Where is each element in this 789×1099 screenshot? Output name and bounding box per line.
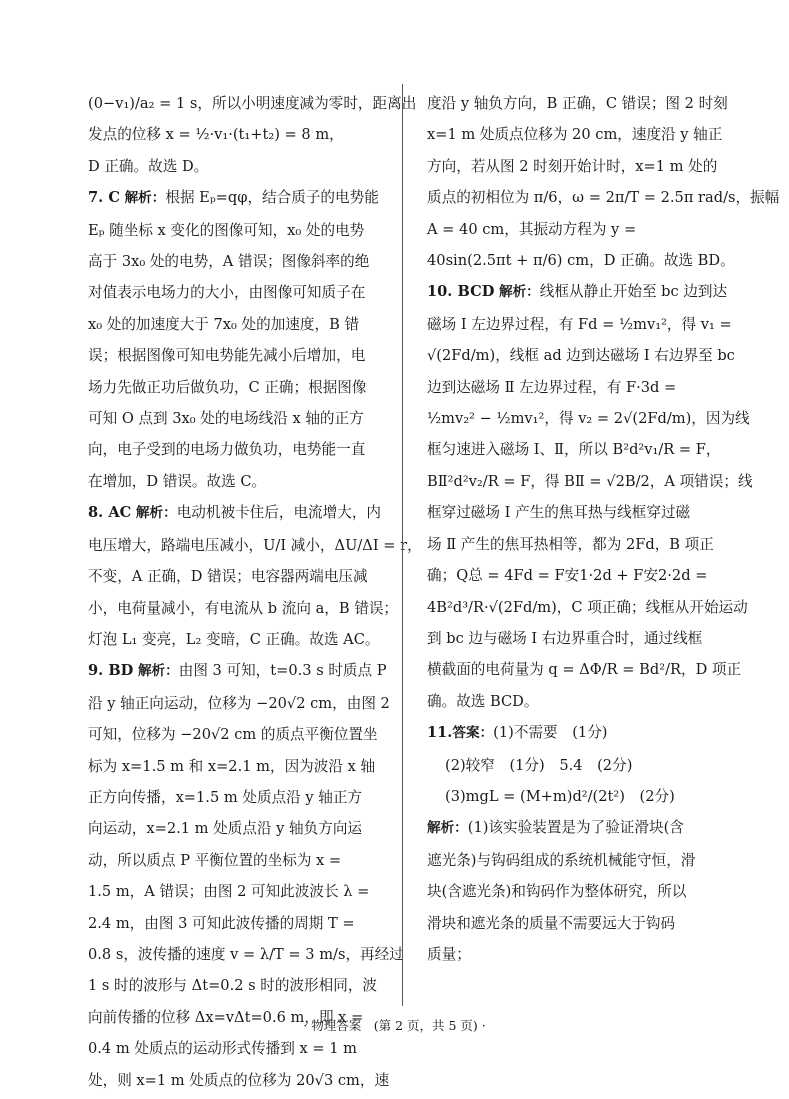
analysis-label: 解析： (427, 820, 468, 837)
text-line: 遮光条)与钩码组成的系统机械能守恒，滑 (427, 851, 696, 869)
text-line: (0−v₁)/a₂ = 1 s，所以小明速度减为零时，距离出 (88, 95, 417, 112)
question-number: 8. AC (88, 504, 132, 522)
text-line (427, 717, 723, 749)
text-line: 可知 O 点到 3x₀ 处的电场线沿 x 轴的正方 (88, 410, 364, 428)
analysis-label: 解析： (124, 190, 166, 207)
text-line: 小，电荷量减小，有电流从 b 流向 a，B 错误； (88, 599, 399, 617)
text-line: 灯泡 L₁ 变亮，L₂ 变暗，C 正确。故选 AC。 (88, 630, 380, 648)
text-line: 边到达磁场 Ⅱ 左边界过程，有 F·3d = (427, 378, 677, 396)
text-line (88, 655, 390, 687)
text-line: 块(含遮光条)和钩码作为整体研究，所以 (427, 883, 687, 901)
text-line: 横截面的电荷量为 q = ΔΦ/R = Bd²/R，D 项正 (427, 661, 742, 679)
text-line: √(2Fd/m)，线框 ad 边到达磁场 Ⅰ 右边界至 bc (427, 347, 735, 365)
question-number: 11. (427, 724, 453, 742)
text-line: 线框从静止开始至 bc 边到达 (539, 283, 728, 301)
text-line: (1)该实验装置是为了验证滑块(含 (467, 819, 684, 837)
text-line: 确；Q总 = 4Fd = F安1·2d + F安2·2d = (427, 567, 708, 585)
q10-solution (427, 276, 753, 717)
text-line: 可知，位移为 −20√2 cm 的质点平衡位置坐 (88, 726, 378, 744)
text-line: 根据 Eₚ=qφ，结合质子的电势能 (165, 189, 379, 207)
text-line: 框穿过磁场 Ⅰ 产生的焦耳热与线框穿过磁 (427, 504, 691, 522)
text-line: 40sin(2.5πt + π/6) cm，D 正确。故选 BD。 (427, 252, 735, 270)
answer-line: (3)mgL = (M+m)d²/(2t²) (2分) (445, 787, 675, 805)
text-line: 在增加，D 错误。故选 C。 (88, 472, 267, 490)
text-line: A = 40 cm，其振动方程为 y = (427, 220, 637, 238)
text-line (427, 276, 728, 308)
answer-line: (2)较窄 (1分) 5.4 (2分) (445, 756, 633, 774)
text-line: 向运动，x=2.1 m 处质点沿 y 轴负方向运 (88, 820, 363, 838)
text-line: 处，则 x=1 m 处质点的位移为 20√3 cm，速 (88, 1071, 390, 1089)
text-line: 正方向传播，x=1.5 m 处质点沿 y 轴正方 (88, 788, 363, 806)
text-line: 对值表示电场力的大小，由图像可知质子在 (88, 284, 366, 302)
text-line: 标为 x=1.5 m 和 x=2.1 m，因为波沿 x 轴 (88, 757, 376, 775)
page-footer: · 物理答案 (第 2 页，共 5 页) · (303, 1018, 486, 1033)
text-line: 沿 y 轴正向运动，位移为 −20√2 cm，由图 2 (88, 694, 390, 712)
analysis-label: 解析： (499, 284, 540, 301)
text-line: Eₚ 随坐标 x 变化的图像可知，x₀ 处的电势 (88, 221, 365, 239)
question-number: 10. BCD (427, 283, 495, 301)
column-divider (402, 84, 403, 1006)
text-line: 确。故选 BCD。 (427, 692, 539, 710)
text-line: 0.8 s，波传播的速度 v = λ/T = 3 m/s，再经过 (88, 945, 404, 963)
q11-solution (427, 717, 723, 970)
text-line: ½mv₂² − ½mv₁²，得 v₂ = 2√(2Fd/m)，因为线 (427, 410, 750, 428)
text-line: 向前传播的位移 Δx=vΔt=0.6 m，即 x = (88, 1008, 364, 1026)
text-line: 1 s 时的波形与 Δt=0.2 s 时的波形相同，波 (88, 977, 378, 995)
analysis-label: 解析： (137, 663, 179, 680)
text-line: 框匀速进入磁场 Ⅰ、Ⅱ，所以 B²d²v₁/R = F， (427, 441, 721, 459)
text-line: D 正确。故选 D。 (88, 157, 209, 175)
q6-tail (88, 88, 417, 182)
text-line: 场力先做正功后做负功，C 正确；根据图像 (88, 378, 367, 396)
text-line: x₀ 处的加速度大于 7x₀ 处的加速度，B 错 (88, 315, 360, 333)
q7-solution (88, 182, 390, 497)
text-line: 场 Ⅱ 产生的焦耳热相等，都为 2Fd，B 项正 (427, 535, 714, 553)
q9-continued (427, 88, 780, 276)
question-number: 7. C (88, 189, 120, 207)
analysis-label: 解析： (135, 505, 177, 522)
text-line: 质点的初相位为 π/6，ω = 2π/T = 2.5π rad/s，振幅 (427, 189, 780, 207)
right-column (427, 88, 780, 970)
text-line: 由图 3 可知，t=0.3 s 时质点 P (178, 662, 387, 680)
text-line: 4B²d³/R·√(2Fd/m)，C 项正确；线框从开始运动 (427, 598, 748, 616)
text-line: 2.4 m，由图 3 可知此波传播的周期 T = (88, 914, 355, 932)
text-line: 度沿 y 轴负方向，B 正确，C 错误；图 2 时刻 (427, 95, 728, 112)
text-line: 方向，若从图 2 时刻开始计时，x=1 m 处的 (427, 157, 718, 175)
text-line: 1.5 m，A 错误；由图 2 可知此波波长 λ = (88, 883, 370, 901)
text-line: 质量； (427, 945, 471, 963)
text-line: 不变，A 正确，D 错误；电容器两端电压减 (88, 568, 368, 586)
answer-line: (1)不需要 (1分) (493, 724, 608, 742)
text-line: x=1 m 处质点位移为 20 cm，速度沿 y 轴正 (427, 126, 723, 144)
answer-label: 答案： (452, 725, 494, 742)
text-line: 0.4 m 处质点的运动形式传播到 x = 1 m (88, 1040, 357, 1058)
text-line: 电动机被卡住后，电流增大，内 (176, 504, 382, 522)
text-line: 向，电子受到的电场力做负功，电势能一直 (88, 441, 366, 459)
text-line: 误；根据图像可知电势能先减小后增加，电 (88, 347, 366, 365)
text-line (88, 182, 390, 214)
text-line: 磁场 Ⅰ 左边界过程，有 Fd = ½mv₁²，得 v₁ = (427, 315, 732, 333)
text-line (427, 812, 723, 844)
text-line: BⅡ²d²v₂/R = F，得 BⅡ = √2B/2，A 项错误；线 (427, 472, 753, 490)
q8-solution (88, 497, 422, 655)
question-number: 9. BD (88, 662, 134, 680)
text-line (88, 497, 390, 529)
text-line: 到 bc 边与磁场 Ⅰ 右边界重合时，通过线框 (427, 629, 703, 647)
text-line: 高于 3x₀ 处的电势，A 错误；图像斜率的绝 (88, 253, 370, 271)
text-line: 滑块和遮光条的质量不需要远大于钩码 (427, 914, 676, 932)
text-line: 动，所以质点 P 平衡位置的坐标为 x = (88, 851, 342, 869)
text-line: 发点的位移 x = ½·v₁·(t₁+t₂) = 8 m， (88, 126, 344, 144)
text-line: 电压增大，路端电压减小，U/I 减小，ΔU/ΔI = r， (88, 536, 422, 554)
